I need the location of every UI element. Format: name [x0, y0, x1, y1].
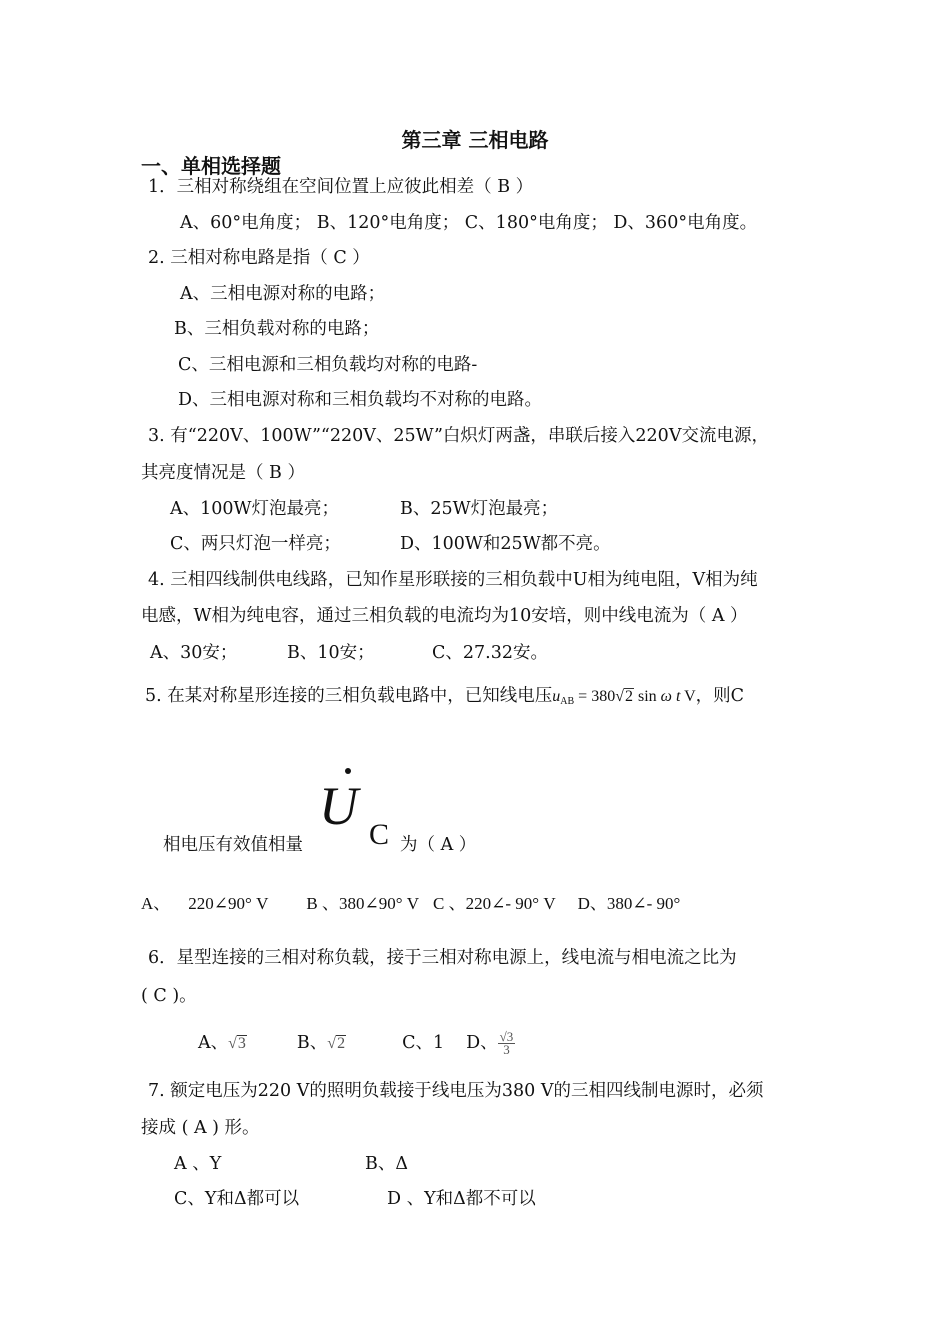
q3-stem-line2: 其亮度情况是（ B ） — [141, 463, 305, 483]
q3-option-c: C、两只灯泡一样亮； — [170, 534, 341, 554]
q6-stem-line1: 6．星型连接的三相对称负载，接于三相对称电源上，线电流与相电流之比为 — [148, 948, 737, 968]
q5-line2-post: 为（ A ） — [400, 835, 477, 855]
q2-option-b: B、三相负载对称的电路； — [174, 319, 380, 339]
q5-formula: $u_{AB} = 380√2$ sin ω t V — [552, 688, 696, 707]
q4-option-b: B、10安； — [287, 643, 375, 663]
q3-option-b: B、25W灯泡最亮； — [400, 499, 559, 519]
q6-options: A、√3 B、√2 C、1 D、 $\frac{√3}{3}$ — [198, 1029, 514, 1057]
q7-stem-line2: 接成 ( A ) 形。 — [141, 1118, 260, 1138]
q4-option-a: A、30安； — [150, 643, 238, 663]
q1-stem: 1．三相对称绕组在空间位置上应彼此相差（ B ） — [148, 177, 534, 197]
q7-option-c: C、Y和Δ都可以 — [174, 1189, 300, 1209]
q3-option-d: D、100W和25W都不亮。 — [400, 534, 611, 554]
q5-stem: 5. 在某对称星形连接的三相负载电路中，已知线电压$u_{AB} = 380√2$ sin ω t V，则C — [145, 686, 745, 707]
q3-option-a: A、100W灯泡最亮； — [170, 499, 340, 519]
q7-stem-line1: 7. 额定电压为220 V的照明负载接于线电压为380 V的三相四线制电源时，必须 — [148, 1081, 764, 1101]
q5-line2-pre: 相电压有效值相量 — [163, 835, 303, 855]
sqrt-2: √2 — [327, 1035, 346, 1052]
q2-option-a: A、三相电源对称的电路； — [180, 284, 386, 304]
q7-option-a: A 、Y — [174, 1154, 222, 1174]
q6-stem-line2: ( C )。 — [141, 986, 197, 1006]
section-heading: 一、单相选择题 — [141, 154, 281, 178]
sqrt-3: √3 — [228, 1035, 246, 1052]
q4-stem-line2: 电感，W相为纯电容，通过三相负载的电流均为10安培，则中线电流为（ A ） — [141, 606, 748, 626]
q2-option-c: C、三相电源和三相负载均对称的电路- — [178, 355, 478, 375]
q4-option-c: C、27.32安。 — [432, 643, 548, 663]
q5-options: A、 220∠90° V B 、380∠90° V C 、220∠- 90° V D、380∠- 90° — [141, 894, 681, 913]
q2-stem: 2. 三相对称电路是指（ C ） — [148, 248, 370, 268]
sqrt-symbol: √ — [615, 688, 624, 705]
phasor-u-symbol: U — [319, 776, 358, 836]
fraction-sqrt3-over-3: $\frac{√3}{3}$ — [499, 1029, 514, 1057]
q5-stem-text: 5. 在某对称星形连接的三相负载电路中，已知线电压 — [145, 686, 553, 706]
q4-stem-line1: 4. 三相四线制供电线路，已知作星形联接的三相负载中U相为纯电阻，V相为纯 — [148, 570, 758, 590]
q7-option-d: D 、Y和Δ都不可以 — [387, 1189, 536, 1209]
q3-stem-line1: 3. 有“220V、100W”“220V、25W”白炽灯两盏，串联后接入220V交流电源， — [148, 426, 769, 446]
phasor-subscript-c: C — [369, 818, 390, 851]
chapter-title: 第三章 三相电路 — [401, 128, 549, 152]
q2-option-d: D、三相电源对称和三相负载均不对称的电路。 — [178, 390, 543, 410]
phasor-dot — [345, 768, 351, 774]
q1-options: A、60°电角度； B、120°电角度； C、180°电角度； D、360°电角度。 — [180, 213, 758, 233]
q7-option-b: B、Δ — [365, 1154, 408, 1174]
